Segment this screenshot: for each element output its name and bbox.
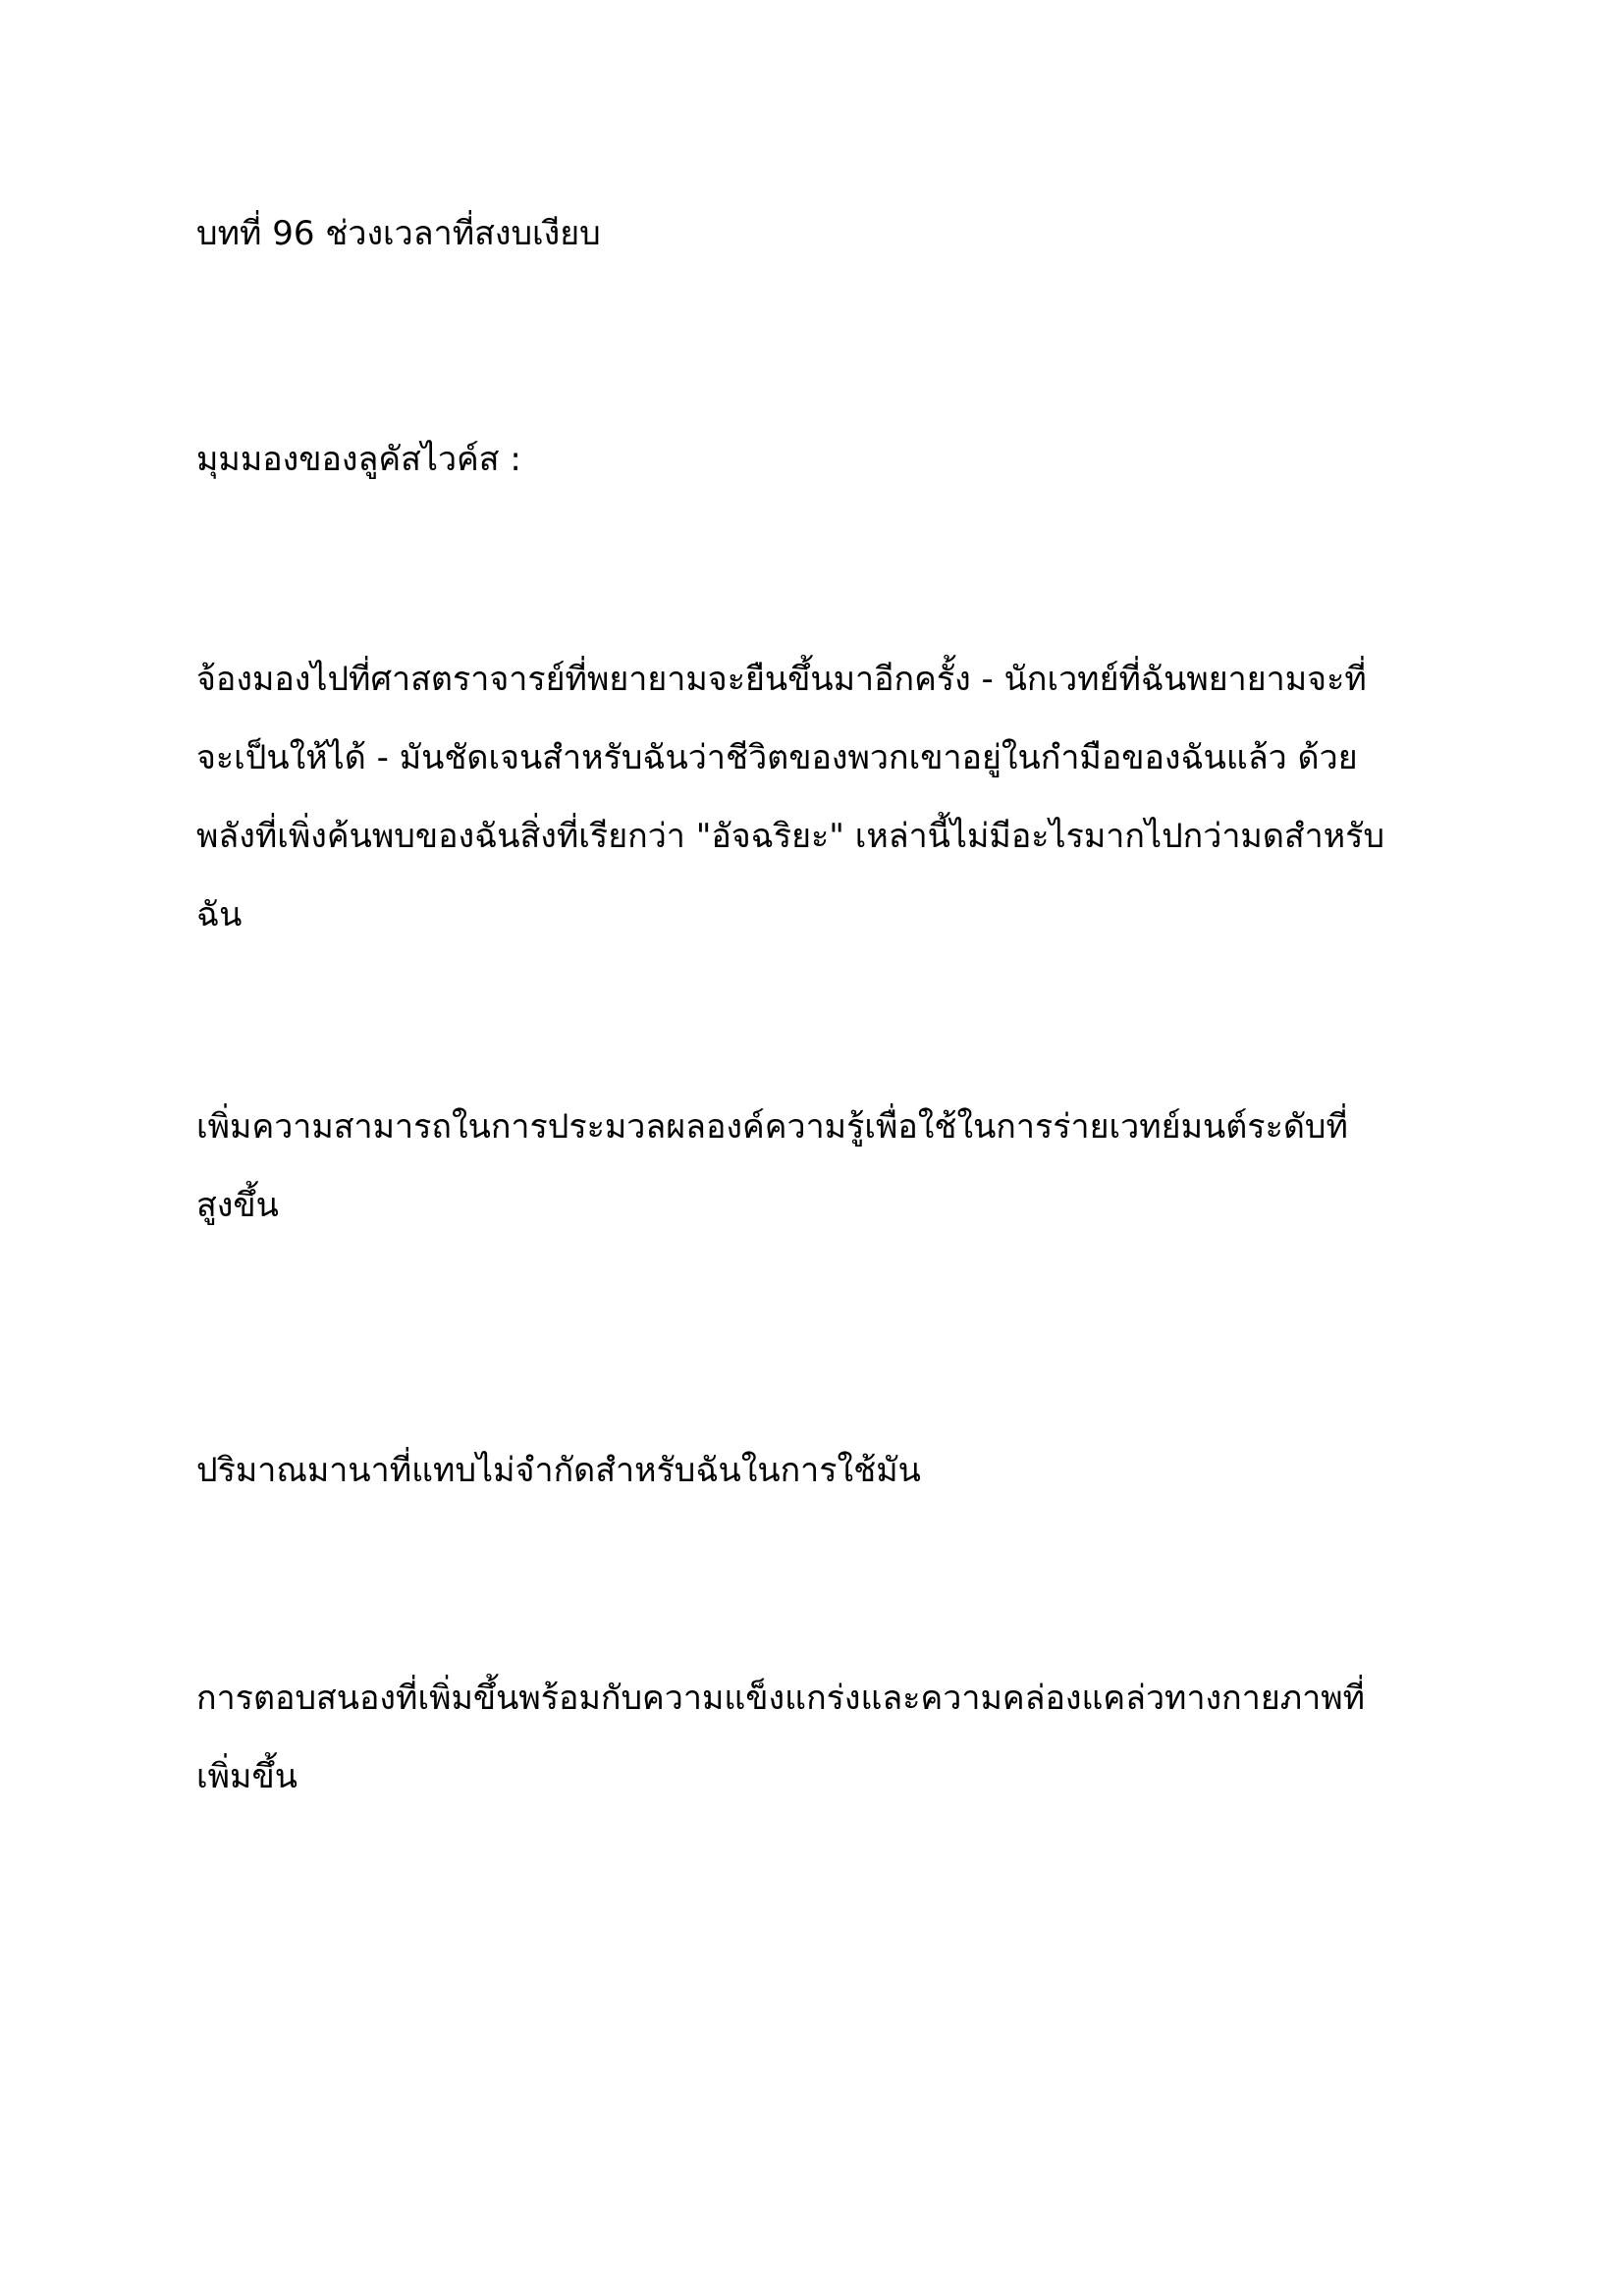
paragraph-line: ฉัน bbox=[196, 895, 243, 934]
paragraph-1 bbox=[196, 640, 1473, 954]
paragraph-line: จ้องมองไปที่ศาสตราจารย์ที่พยายามจะยืนขึ้นมาอีกครั้ง - นักเวทย์ที่ฉันพยายามจะที่ bbox=[196, 660, 1367, 699]
paragraph-line: จะเป็นให้ได้ - มันชัดเจนสำหรับฉันว่าชีวิตของพวกเขาอยู่ในกำมือของฉันแล้ว ด้วย bbox=[196, 738, 1358, 777]
paragraph-line: สูงขึ้น bbox=[196, 1186, 279, 1225]
paragraph-line: เพิ่มความสามารถในการประมวลผลองค์ความรู้เพื่อใช้ในการร่ายเวทย์มนต์ระดับที่ bbox=[196, 1107, 1348, 1147]
paragraph-4 bbox=[196, 1659, 1473, 1816]
pov-heading bbox=[196, 420, 1473, 499]
paragraph-line: เพิ่มขึ้น bbox=[196, 1757, 298, 1796]
paragraph-3 bbox=[196, 1431, 1473, 1510]
pov-heading-text: มุมมองของลูคัสไวค์ส : bbox=[196, 440, 521, 479]
paragraph-line: พลังที่เพิ่งค้นพบของฉันสิ่งที่เรียกว่า "อัจฉริยะ" เหล่านี้ไม่มีอะไรมากไปกว่ามดสำหรับ bbox=[196, 817, 1385, 856]
paragraph-line: ปริมาณมานาที่แทบไม่จำกัดสำหรับฉันในการใช้มัน bbox=[196, 1451, 921, 1490]
paragraph-2 bbox=[196, 1088, 1473, 1245]
chapter-title-text: บทที่ 96 ช่วงเวลาที่สงบเงียบ bbox=[196, 214, 601, 253]
chapter-title bbox=[196, 194, 1473, 273]
paragraph-line: การตอบสนองที่เพิ่มขึ้นพร้อมกับความแข็งแกร่งและความคล่องแคล่วทางกายภาพที่ bbox=[196, 1679, 1366, 1718]
